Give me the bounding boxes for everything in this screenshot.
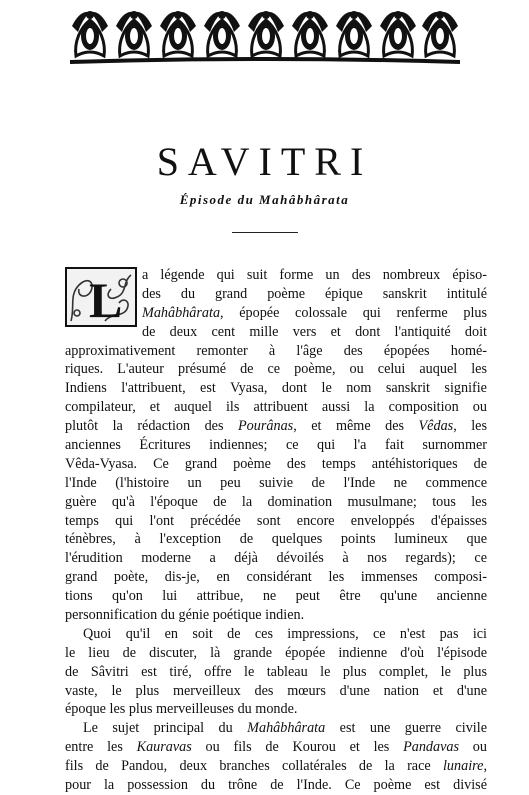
text-run: guère qu'à l'époque de la domination musulmane; tous les bbox=[65, 493, 487, 510]
text-run: de deux cent mille vers et dont l'antiquité doit bbox=[142, 323, 487, 340]
text-run: Vêda-Vyasa. Ce grand poème des temps antéhistoriques de bbox=[65, 455, 487, 472]
text-line bbox=[65, 323, 487, 342]
page-title: SAVITRI bbox=[156, 139, 373, 184]
text-run: pour la possession du trône de l'Inde. Ce poème est divisé bbox=[65, 777, 487, 794]
text-run: , les bbox=[453, 418, 487, 435]
text-run: anciennes Écritures indiennes; ce qui l'a fait surnommer bbox=[65, 437, 487, 454]
text-run: l'Inde (l'histoire un peu suivie de l'Inde ne commence bbox=[65, 474, 487, 491]
text-line bbox=[65, 530, 487, 549]
text-line bbox=[65, 417, 487, 436]
text-line bbox=[65, 700, 487, 719]
italic-run: Pandavas bbox=[403, 739, 460, 756]
italic-run: Pourânas bbox=[238, 418, 294, 435]
title-divider bbox=[232, 232, 298, 233]
text-run: fils de Pandou, deux branches collatérales de la race bbox=[65, 758, 443, 775]
text-line bbox=[65, 342, 487, 361]
text-run: des du grand poème épique sanskrit intitulé bbox=[142, 285, 487, 302]
floral-ornament-band bbox=[70, 6, 460, 68]
text-line bbox=[65, 549, 487, 568]
text-run: plutôt la rédaction des bbox=[65, 418, 238, 435]
text-run: ténèbres, à l'exception de quelques points lumineux que bbox=[65, 531, 487, 548]
italic-run: Mahâbhârata bbox=[247, 720, 326, 737]
text-run: Indiens l'attribuent, est Vyasa, dont le nom sanskrit signifie bbox=[65, 380, 487, 397]
text-line bbox=[65, 625, 487, 644]
text-line bbox=[65, 474, 487, 493]
text-line bbox=[65, 512, 487, 531]
text-run: , et même des bbox=[293, 418, 419, 435]
text-run: riques. L'auteur présumé de ce poème, ou celui auquel les bbox=[65, 361, 487, 378]
text-line bbox=[65, 285, 487, 304]
italic-run: Mahâbhârata bbox=[142, 304, 221, 321]
text-run: de Sâvitri est tiré, offre le tableau le plus complet, le plus bbox=[65, 663, 487, 680]
text-run: ou fils de Kourou et les bbox=[191, 739, 404, 756]
text-run: époque les plus merveilleuses du monde. bbox=[65, 701, 298, 718]
text-line bbox=[65, 455, 487, 474]
text-run: le lieu de discuter, là grande épopée indienne d'où l'épisode bbox=[65, 644, 487, 661]
drop-cap-letter: L bbox=[89, 272, 123, 327]
page-subtitle: Épisode du Mahâbhârata bbox=[179, 192, 350, 207]
text-line bbox=[65, 493, 487, 512]
text-line bbox=[65, 663, 487, 682]
text-run: temps qui l'ont précédée sont encore enveloppés d'épaisses bbox=[65, 512, 487, 529]
text-line bbox=[65, 436, 487, 455]
text-line bbox=[65, 757, 487, 776]
text-run: l'érudition moderne a déjà dévoilés à nos regards); ce bbox=[65, 550, 487, 567]
text-line bbox=[65, 776, 487, 795]
text-run: , épopée colossale qui renferme plus bbox=[220, 304, 487, 321]
text-line bbox=[65, 398, 487, 417]
text-run: Le sujet principal du bbox=[83, 720, 248, 737]
italic-run: lunaire bbox=[442, 758, 484, 775]
italic-run: Kauravas bbox=[136, 739, 192, 756]
text-line bbox=[65, 719, 487, 738]
text-line bbox=[65, 644, 487, 663]
italic-run: Vêdas bbox=[418, 418, 454, 435]
text-run: vaste, le plus merveilleux des mœurs d'une nation et d'une bbox=[65, 682, 487, 699]
text-line bbox=[65, 379, 487, 398]
text-line bbox=[65, 738, 487, 757]
text-line bbox=[65, 682, 487, 701]
text-run: tions qu'on lui attribue, ne peut être qu'une ancienne bbox=[65, 588, 487, 605]
text-line bbox=[65, 587, 487, 606]
text-run: personnification du génie poétique indien. bbox=[65, 607, 305, 624]
text-run: grand poète, dis-je, en considérant les immenses composi- bbox=[65, 569, 487, 586]
text-run: entre les bbox=[65, 739, 137, 756]
text-run: a légende qui suit forme un des nombreux épiso- bbox=[142, 267, 487, 283]
text-run: compilateur, et auquel ils attribuent aussi la composition ou bbox=[65, 399, 487, 416]
text-line bbox=[65, 360, 487, 379]
text-run: ou bbox=[459, 739, 487, 756]
text-run: approximativement remonter à l'âge des épopées homé- bbox=[65, 342, 487, 359]
text-line bbox=[65, 304, 487, 323]
text-run: , bbox=[483, 758, 487, 775]
text-line bbox=[65, 606, 487, 625]
text-line bbox=[65, 266, 487, 285]
text-line bbox=[65, 568, 487, 587]
text-run: Quoi qu'il en soit de ces impressions, ce n'est pas ici bbox=[83, 625, 487, 642]
text-run: est une guerre civile bbox=[325, 720, 487, 737]
body-text bbox=[65, 266, 487, 795]
